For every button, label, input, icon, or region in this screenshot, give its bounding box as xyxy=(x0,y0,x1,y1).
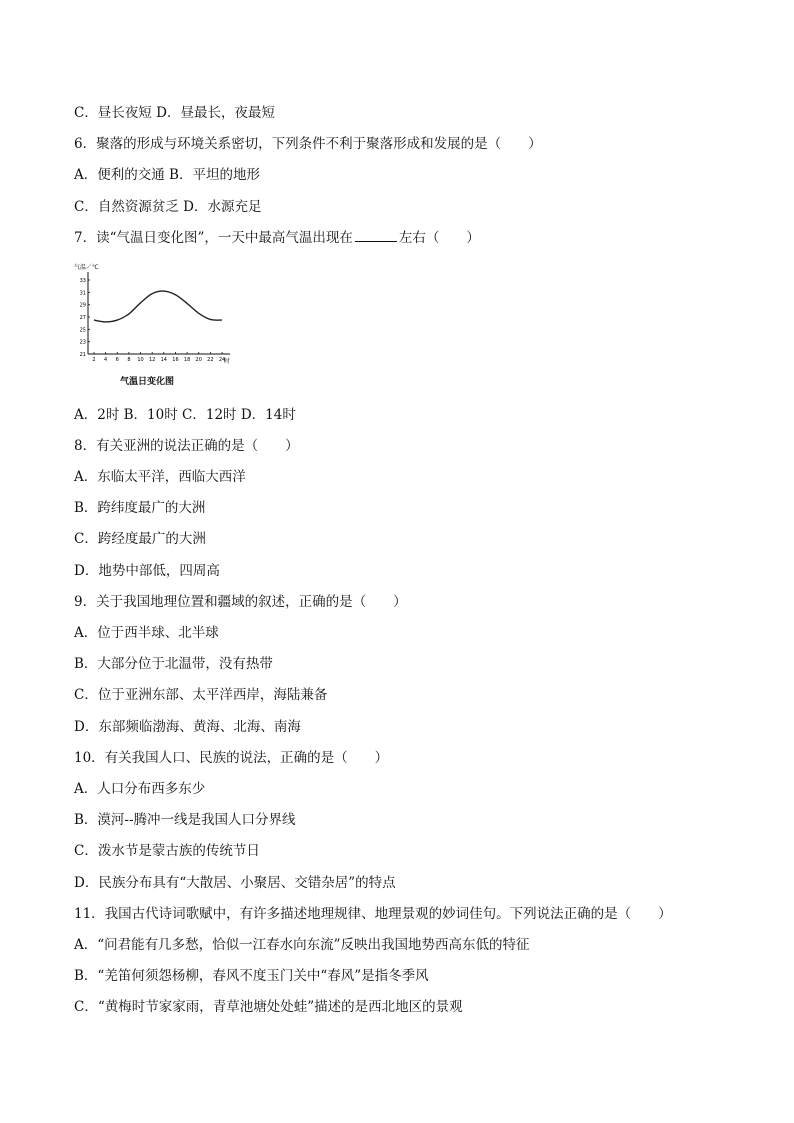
option-line-q6-ab: A．便利的交通 B．平坦的地形 xyxy=(74,167,260,183)
y-tick-label: 25 xyxy=(79,327,86,334)
option-line-q7: A．2时 B．10时 C．12时 D．14时 xyxy=(74,407,296,423)
x-tick-label: 14 xyxy=(160,357,168,363)
chart-ylabel: 气温／℃ xyxy=(74,264,99,271)
x-tick-label: 12 xyxy=(148,357,156,363)
chart-caption: 气温日变化图 xyxy=(120,377,175,387)
temperature-chart xyxy=(74,262,234,392)
y-tick-label: 31 xyxy=(79,290,86,297)
option-q11-b: B．“羌笛何须怨杨柳，春风不度玉门关中“春风”是指冬季风 xyxy=(74,968,429,984)
option-line-q6-cd: C．自然资源贫乏 D．水源充足 xyxy=(74,199,262,215)
chart-xunit: 时 xyxy=(224,358,231,365)
y-tick-label: 23 xyxy=(79,339,86,346)
y-tick-label: 33 xyxy=(79,278,86,284)
question-7 xyxy=(74,229,480,247)
option-q10-d: D．民族分布具有“大散居、小聚居、交错杂居”的特点 xyxy=(74,875,396,891)
question-11: 11．我国古代诗词歌赋中，有许多描述地理规律、地理景观的妙词佳句。下列说法正确的是（ ） xyxy=(74,906,672,922)
option-q8-b: B．跨纬度最广的大洲 xyxy=(74,500,206,516)
question-7-text-end: 左右（ ） xyxy=(398,230,480,246)
question-10: 10．有关我国人口、民族的说法，正确的是（ ） xyxy=(74,750,389,766)
x-tick-label: 24 xyxy=(218,357,226,363)
x-tick-label: 6 xyxy=(115,357,119,363)
question-9: 9．关于我国地理位置和疆域的叙述，正确的是（ ） xyxy=(74,594,407,610)
question-8: 8．有关亚洲的说法正确的是（ ） xyxy=(74,438,299,454)
option-q10-c: C．泼水节是蒙古族的传统节日 xyxy=(74,843,260,859)
option-q11-a: A．“问君能有几多愁，恰似一江春水向东流”反映出我国地势西高东低的特征 xyxy=(74,937,530,953)
option-q10-b: B．漠河--腾冲一线是我国人口分界线 xyxy=(74,812,296,828)
option-q8-a: A．东临太平洋，西临大西洋 xyxy=(74,469,246,485)
option-q11-c: C．“黄梅时节家家雨，青草池塘处处蛙”描述的是西北地区的景观 xyxy=(74,999,463,1015)
x-tick-label: 8 xyxy=(127,357,131,363)
option-q8-d: D．地势中部低，四周高 xyxy=(74,563,220,579)
y-tick-label: 27 xyxy=(79,315,86,321)
option-line-q5-cd: C．昼长夜短 D．昼最长，夜最短 xyxy=(74,105,275,121)
question-7-text: 7．读“气温日变化图”，一天中最高气温出现在 xyxy=(74,230,353,246)
question-6: 6．聚落的形成与环境关系密切，下列条件不利于聚落形成和发展的是（ ） xyxy=(74,136,542,152)
answer-blank xyxy=(355,229,397,242)
x-tick-label: 16 xyxy=(172,357,179,363)
option-q9-c: C．位于亚洲东部、太平洋西岸，海陆兼备 xyxy=(74,687,328,703)
option-q10-a: A．人口分布西多东少 xyxy=(74,781,206,797)
option-q9-b: B．大部分位于北温带，没有热带 xyxy=(74,656,273,672)
chart-svg xyxy=(74,262,234,374)
option-q9-d: D．东部频临渤海、黄海、北海、南海 xyxy=(74,719,301,735)
x-tick-label: 2 xyxy=(92,357,96,363)
temperature-line xyxy=(94,291,222,322)
option-q8-c: C．跨经度最广的大洲 xyxy=(74,531,206,547)
x-tick-label: 4 xyxy=(104,357,108,363)
option-q9-a: A．位于西半球、北半球 xyxy=(74,625,219,641)
y-tick-label: 29 xyxy=(79,302,86,309)
x-tick-label: 18 xyxy=(183,357,191,363)
x-tick-label: 10 xyxy=(137,357,144,363)
x-tick-label: 20 xyxy=(195,357,202,363)
y-tick-label: 21 xyxy=(79,352,86,358)
x-tick-label: 22 xyxy=(207,357,214,363)
